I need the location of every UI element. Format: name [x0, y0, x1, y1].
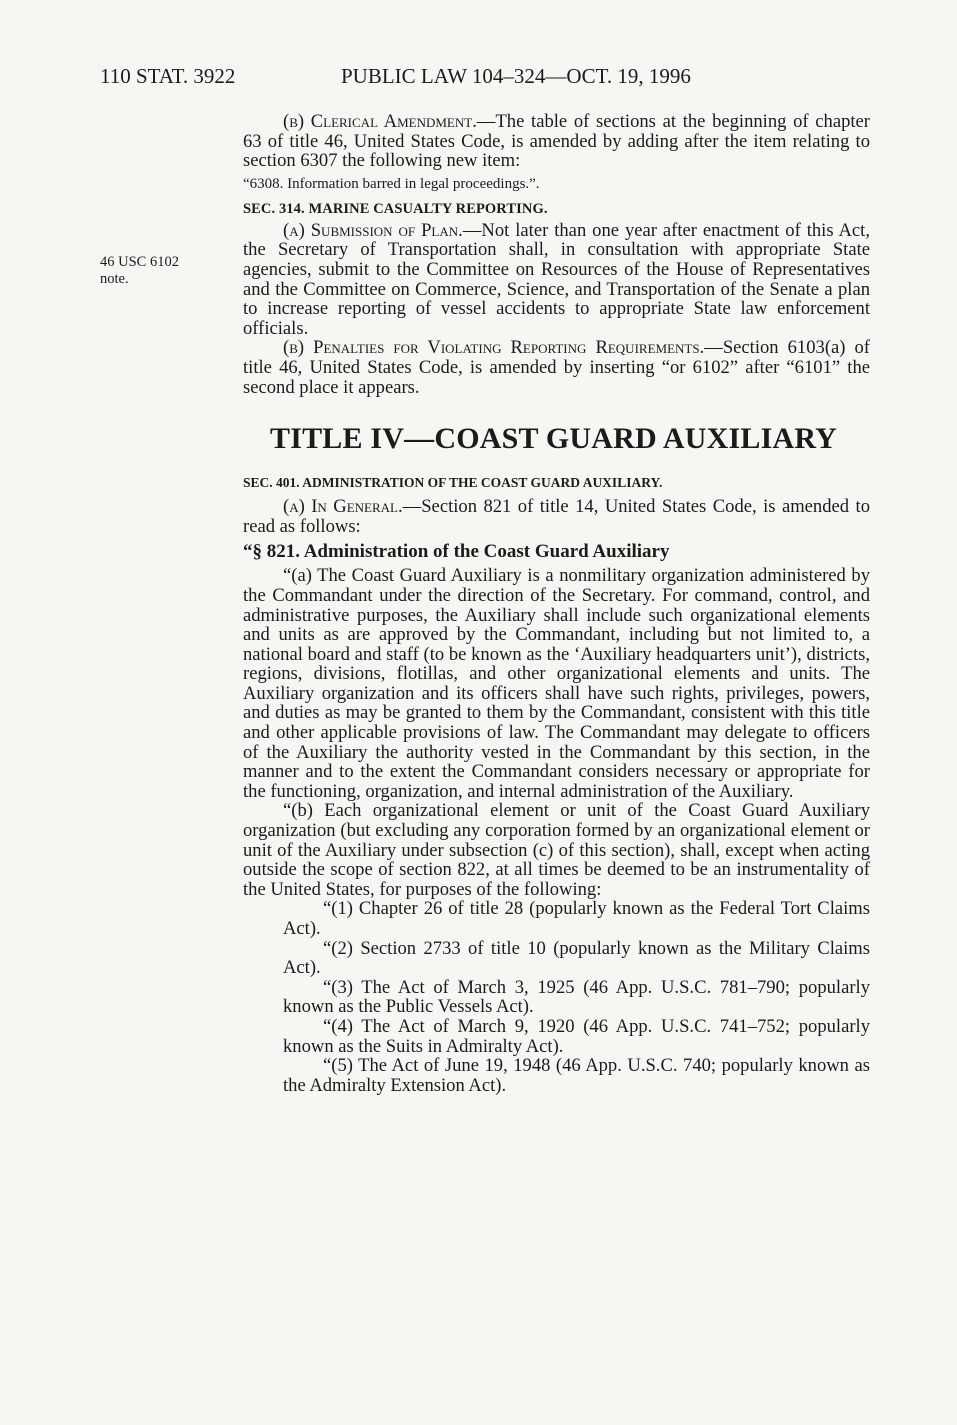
sec-314-heading: SEC. 314. MARINE CASUALTY REPORTING. [243, 200, 548, 217]
sec-401-a-text: —Section 821 of title 14, United States Code, is amended to read as follows: [243, 496, 870, 537]
section-821-heading: “§ 821. Administration of the Coast Guard Auxiliary [243, 541, 670, 563]
list-item: “(2) Section 2733 of title 10 (popularly known as the Military Claims Act). [283, 937, 870, 979]
margin-note-line2: note. [100, 271, 129, 287]
section-821-para-a: “(a) The Coast Guard Auxiliary is a nonmilitary organization administered by the Commandant under the direction of the Secretary. For command, control, and administrative purposes, the Auxiliary shall include such organizational elements and units as are approved by the Commandant, including but not limited to, a national board and staff (to be known as the ‘Auxiliary headquarters unit’), districts, regions, divisions, flotillas, and other organizational elements and units. The Auxiliary organization and its officers shall have such rights, privileges, powers, and duties as may be granted to them by the Commandant, consistent with this title and other applicable provisions of law. The Commandant may delegate to officers of the Auxiliary the authority vested in the Commandant by this section, in the manner and to the extent the Commandant considers necessary or appropriate for the functioning, organization, and internal administration of the Auxiliary. [243, 565, 870, 802]
margin-note-line1: 46 USC 6102 [100, 254, 179, 270]
sec-401-a-label: (a) In General. [283, 496, 403, 518]
clerical-amendment-paragraph [243, 112, 870, 171]
clerical-amendment-label: (b) Clerical Amendment. [283, 111, 477, 132]
stat-page-number: 110 STAT. 3922 [100, 64, 236, 88]
sec-314-a-label: (a) Submission of Plan. [283, 219, 463, 241]
new-table-item: “6308. Information barred in legal proceedings.”. [243, 175, 540, 192]
list-item: “(3) The Act of March 3, 1925 (46 App. U.S.C. 781–790; popularly known as the Public Vessels Act). [283, 976, 870, 1018]
sec-314-b-paragraph [243, 338, 870, 397]
clerical-amendment-text: —The table of sections at the beginning of chapter 63 of title 46, United States Code, is amended by adding after the item relating to section 6307 the following new item: [243, 111, 870, 172]
margin-note [100, 254, 210, 288]
public-law-citation: PUBLIC LAW 104–324—OCT. 19, 1996 [341, 64, 691, 88]
sec-401-heading: SEC. 401. ADMINISTRATION OF THE COAST GUARD AUXILIARY. [243, 475, 663, 491]
instrumentality-list [283, 899, 870, 1095]
sec-314-a-paragraph [243, 221, 870, 339]
list-item: “(4) The Act of March 9, 1920 (46 App. U.S.C. 741–752; popularly known as the Suits in Admiralty Act). [283, 1015, 870, 1057]
document-body [243, 112, 870, 1095]
sec-401-a-paragraph [243, 497, 870, 536]
sec-314-a-text: —Not later than one year after enactment of this Act, the Secretary of Transportation shall, in consultation with appropriate State agencies, submit to the Committee on Resources of the House of Representatives and the Committee on Commerce, Science, and Transportation of the Senate a plan to increase reporting of vessel accidents to appropriate State law enforcement officials. [243, 219, 870, 339]
section-821-para-b: “(b) Each organizational element or unit of the Coast Guard Auxiliary organization (but excluding any corporation formed by an organizational element or unit of the Auxiliary under subsection (c) of this section), shall, except when acting outside the scope of section 822, at all times be deemed to be an instrumentality of the United States, for purposes of the following: [243, 800, 870, 900]
list-item: “(1) Chapter 26 of title 28 (popularly known as the Federal Tort Claims Act). [283, 898, 870, 939]
list-item: “(5) The Act of June 19, 1948 (46 App. U.S.C. 740; popularly known as the Admiralty Extension Act). [283, 1055, 870, 1096]
sec-314-b-text: —Section 6103(a) of title 46, United States Code, is amended by inserting “or 6102” after “6101” the second place it appears. [243, 337, 870, 398]
sec-314-b-label: (b) Penalties for Violating Reporting Requirements. [283, 337, 705, 359]
title-heading: TITLE IV—COAST GUARD AUXILIARY [269, 422, 837, 456]
